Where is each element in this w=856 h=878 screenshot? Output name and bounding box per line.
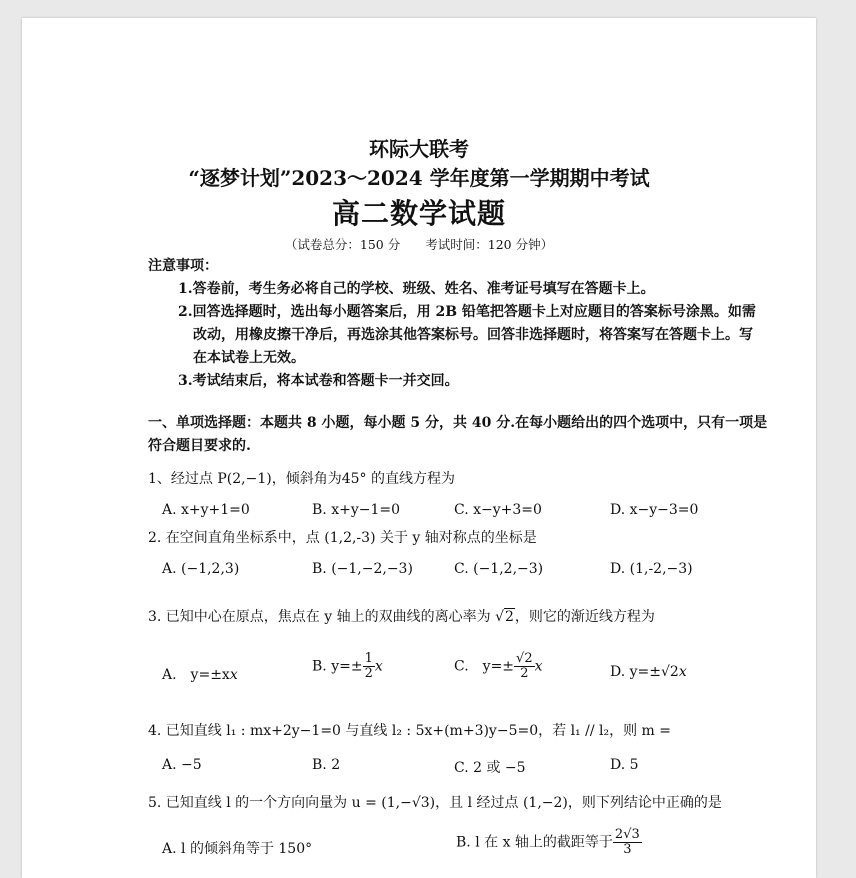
notes-heading: 注意事项： xyxy=(148,258,218,274)
section-heading-cont: 符合题目要求的. xyxy=(148,438,251,454)
note-item: 在本试卷上无效。 xyxy=(193,350,305,366)
question-2-option-c: C. (−1,2,−3) xyxy=(454,561,544,577)
question-1-option-a: A. x+y+1=0 xyxy=(162,502,250,518)
question-1-option-c: C. x−y+3=0 xyxy=(454,502,542,518)
page-title: 高二数学试题 xyxy=(331,197,506,230)
fraction-one-half: $\frac{1}{2}$ xyxy=(364,651,373,681)
question-4-option-b: B. 2 xyxy=(312,757,341,773)
variable-x: x xyxy=(229,667,238,683)
section-heading: 一、单项选择题：本题共 8 小题，每小题 5 分，共 40 分.在每小题给出的四个选项中，只有一项是 xyxy=(148,415,768,431)
fraction-sqrt2-over-2: $\frac{√2}{2}$ xyxy=(516,651,533,681)
question-3-option-c: C. y=± $\frac{√2}{2}$ x xyxy=(454,651,543,681)
question-5-option-b: B. l 在 x 轴上的截距等于 $\frac{2√3}{3}$ xyxy=(456,827,640,857)
question-5-stem: 5. 已知直线 l 的一个方向向量为 u = (1,−√3)，且 l 经过点 (1,−2)，则下列结论中正确的是 xyxy=(148,795,722,811)
question-2-option-b: B. (−1,−2,−3) xyxy=(312,561,413,577)
question-5-option-a: A. l 的倾斜角等于 150° xyxy=(162,841,313,857)
note-item: 1.答卷前，考生务必将自己的学校、班级、姓名、准考证号填写在答题卡上。 xyxy=(178,281,655,297)
question-2-option-d: D. (1,-2,−3) xyxy=(610,561,693,577)
question-1-option-b: B. x+y−1=0 xyxy=(312,502,400,518)
question-3-stem-a: 3. 已知中心在原点，焦点在 y 轴上的双曲线的离心率为 xyxy=(148,609,496,625)
note-item: 改动，用橡皮擦干净后，再选涂其他答案标号。回答非选择题时，将答案写在答题卡上。写 xyxy=(193,327,753,343)
question-4-option-c: C. 2 或 −5 xyxy=(454,760,526,776)
fraction-2sqrt3-over-3: $\frac{2√3}{3}$ xyxy=(614,827,640,857)
question-4-option-a: A. −5 xyxy=(162,757,202,773)
question-4-stem: 4. 已知直线 l₁ : mx+2y−1=0 与直线 l₂ : 5x+(m+3)y−5=0，若 l₁ // l₂，则 m = xyxy=(148,723,671,739)
note-item: 2.回答选择题时，选出每小题答案后，用 2B 铅笔把答题卡上对应题目的答案标号涂黑。如需 xyxy=(178,304,756,320)
note-item: 3.考试结束后，将本试卷和答题卡一并交回。 xyxy=(178,373,459,389)
question-3-stem xyxy=(148,606,655,626)
exam-meta: （试卷总分：150 分 考试时间：120 分钟） xyxy=(284,237,554,252)
question-2-option-a: A. (−1,2,3) xyxy=(162,561,240,577)
question-3-option-b: B. y=± $\frac{1}{2}$ x xyxy=(312,651,383,681)
question-1-option-d: D. x−y−3=0 xyxy=(610,502,699,518)
question-1-stem: 1、经过点 P(2,−1)，倾斜角为45° 的直线方程为 xyxy=(148,471,455,487)
exam-page xyxy=(22,18,816,878)
question-3-option-a: A. y=±xx xyxy=(162,667,238,683)
exam-subtitle: “逐梦计划”2023～2024 学年度第一学期期中考试 xyxy=(188,166,650,190)
question-2-stem: 2. 在空间直角坐标系中，点 (1,2,-3) 关于 y 轴对称点的坐标是 xyxy=(148,530,537,546)
question-3-option-d: D. y=±√2x xyxy=(610,664,687,680)
sqrt-two: √2 xyxy=(495,609,514,625)
exam-series-title: 环际大联考 xyxy=(369,137,469,161)
question-4-option-d: D. 5 xyxy=(610,757,639,773)
question-3-stem-b: ，则它的渐近线方程为 xyxy=(514,609,655,625)
